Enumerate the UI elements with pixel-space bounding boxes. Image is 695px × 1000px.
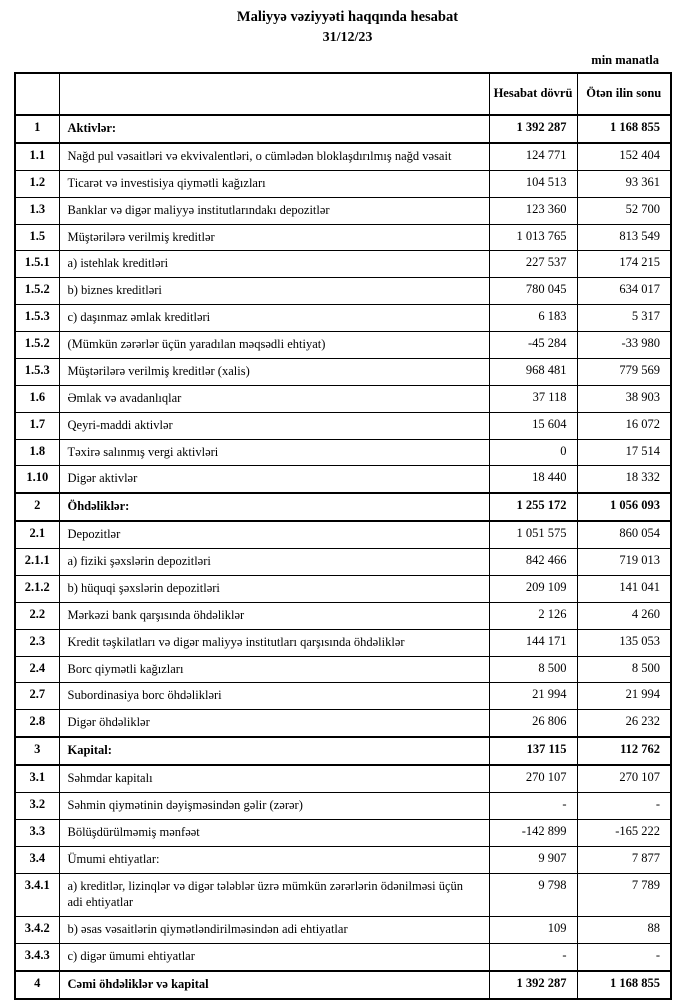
current-period-cell: 270 107: [489, 765, 577, 792]
row-label-cell: Mərkəzi bank qarşısında öhdəliklər: [59, 602, 489, 629]
row-label-cell: a) fiziki şəxslərin depozitləri: [59, 549, 489, 576]
prior-period-cell: -33 980: [577, 332, 671, 359]
prior-period-cell: 141 041: [577, 575, 671, 602]
current-period-cell: 124 771: [489, 143, 577, 170]
row-label-cell: Səhmin qiymətinin dəyişməsindən gəlir (zərər): [59, 792, 489, 819]
row-label-cell: Depozitlər: [59, 521, 489, 548]
prior-period-cell: 1 168 855: [577, 115, 671, 143]
table-row: [15, 765, 671, 792]
row-label-cell: Digər aktivlər: [59, 466, 489, 493]
row-number-cell: 2.1.2: [15, 575, 59, 602]
unit-note: min manatla: [591, 53, 659, 68]
table-row: [15, 629, 671, 656]
row-label-cell: Kredit təşkilatları və digər maliyyə institutları qarşısında öhdəliklər: [59, 629, 489, 656]
prior-period-cell: 152 404: [577, 143, 671, 170]
prior-period-cell: 8 500: [577, 656, 671, 683]
row-label-cell: Ticarət və investisiya qiymətli kağızları: [59, 170, 489, 197]
current-period-cell: 15 604: [489, 412, 577, 439]
current-period-cell: 1 255 172: [489, 493, 577, 521]
table-row: [15, 493, 671, 521]
header-label-cell: [59, 73, 489, 115]
row-number-cell: 2.8: [15, 710, 59, 737]
table-row: [15, 412, 671, 439]
prior-period-cell: -: [577, 792, 671, 819]
row-label-cell: Banklar və digər maliyyə institutlarındakı depozitlər: [59, 197, 489, 224]
current-period-cell: 18 440: [489, 466, 577, 493]
table-row: [15, 170, 671, 197]
prior-period-cell: 270 107: [577, 765, 671, 792]
current-period-cell: 21 994: [489, 683, 577, 710]
row-label-cell: c) digər ümumi ehtiyatlar: [59, 944, 489, 971]
current-period-cell: 209 109: [489, 575, 577, 602]
row-number-cell: 3.3: [15, 819, 59, 846]
current-period-cell: 109: [489, 917, 577, 944]
current-period-cell: 37 118: [489, 385, 577, 412]
table-row: [15, 251, 671, 278]
row-number-cell: 2.3: [15, 629, 59, 656]
current-period-cell: 9 907: [489, 846, 577, 873]
row-label-cell: Subordinasiya borc öhdəlikləri: [59, 683, 489, 710]
row-label-cell: a) istehlak kreditləri: [59, 251, 489, 278]
header-current-period: Hesabat dövrü: [489, 73, 577, 115]
current-period-cell: 123 360: [489, 197, 577, 224]
prior-period-cell: -165 222: [577, 819, 671, 846]
current-period-cell: 137 115: [489, 737, 577, 765]
prior-period-cell: 38 903: [577, 385, 671, 412]
prior-period-cell: 18 332: [577, 466, 671, 493]
prior-period-cell: -: [577, 944, 671, 971]
row-number-cell: 1.5.3: [15, 305, 59, 332]
table-row: [15, 819, 671, 846]
row-label-cell: Öhdəliklər:: [59, 493, 489, 521]
current-period-cell: 104 513: [489, 170, 577, 197]
row-number-cell: 3.2: [15, 792, 59, 819]
row-number-cell: 1.5.2: [15, 278, 59, 305]
table-row: [15, 224, 671, 251]
row-number-cell: 1.10: [15, 466, 59, 493]
table-row: [15, 521, 671, 548]
row-number-cell: 1.7: [15, 412, 59, 439]
row-label-cell: Səhmdar kapitalı: [59, 765, 489, 792]
row-number-cell: 1: [15, 115, 59, 143]
row-label-cell: Digər öhdəliklər: [59, 710, 489, 737]
row-label-cell: Əmlak və avadanlıqlar: [59, 385, 489, 412]
prior-period-cell: 5 317: [577, 305, 671, 332]
current-period-cell: -142 899: [489, 819, 577, 846]
row-number-cell: 4: [15, 971, 59, 999]
current-period-cell: 26 806: [489, 710, 577, 737]
row-label-cell: Müştərilərə verilmiş kreditlər (xalis): [59, 358, 489, 385]
table-row: [15, 917, 671, 944]
row-number-cell: 1.6: [15, 385, 59, 412]
prior-period-cell: 7 877: [577, 846, 671, 873]
prior-period-cell: 634 017: [577, 278, 671, 305]
row-label-cell: Borc qiymətli kağızları: [59, 656, 489, 683]
row-number-cell: 3.4.2: [15, 917, 59, 944]
prior-period-cell: 7 789: [577, 873, 671, 917]
current-period-cell: 1 392 287: [489, 971, 577, 999]
current-period-cell: 1 392 287: [489, 115, 577, 143]
header-prior-year-end: Ötən ilin sonu: [577, 73, 671, 115]
table-row: [15, 143, 671, 170]
row-number-cell: 2.4: [15, 656, 59, 683]
row-label-cell: Ümumi ehtiyatlar:: [59, 846, 489, 873]
prior-period-cell: 52 700: [577, 197, 671, 224]
report-date: 31/12/23: [322, 29, 373, 45]
current-period-cell: 968 481: [489, 358, 577, 385]
table-row: [15, 549, 671, 576]
current-period-cell: 2 126: [489, 602, 577, 629]
current-period-cell: 780 045: [489, 278, 577, 305]
row-number-cell: 1.3: [15, 197, 59, 224]
current-period-cell: 227 537: [489, 251, 577, 278]
prior-period-cell: 17 514: [577, 439, 671, 466]
table-row: [15, 971, 671, 999]
row-label-cell: a) kreditlər, lizinqlər və digər tələblər üzrə mümkün zərərlərin ödənilməsi üçün adi ehtiyatlar: [59, 873, 489, 917]
current-period-cell: 9 798: [489, 873, 577, 917]
row-number-cell: 2.7: [15, 683, 59, 710]
table-row: [15, 466, 671, 493]
row-number-cell: 3.4.3: [15, 944, 59, 971]
current-period-cell: -45 284: [489, 332, 577, 359]
table-row: [15, 792, 671, 819]
row-number-cell: 3.1: [15, 765, 59, 792]
prior-period-cell: 1 056 093: [577, 493, 671, 521]
table-row: [15, 197, 671, 224]
row-label-cell: b) hüquqi şəxslərin depozitləri: [59, 575, 489, 602]
table-row: [15, 278, 671, 305]
current-period-cell: 1 013 765: [489, 224, 577, 251]
prior-period-cell: 719 013: [577, 549, 671, 576]
row-number-cell: 1.5.2: [15, 332, 59, 359]
table-row: [15, 439, 671, 466]
table-row: [15, 305, 671, 332]
row-label-cell: b) biznes kreditləri: [59, 278, 489, 305]
table-row: [15, 873, 671, 917]
row-number-cell: 2.1: [15, 521, 59, 548]
financial-statement-table: [14, 72, 672, 1000]
prior-period-cell: 88: [577, 917, 671, 944]
row-label-cell: Aktivlər:: [59, 115, 489, 143]
title-block: [0, 0, 695, 47]
table-row: [15, 115, 671, 143]
prior-period-cell: 93 361: [577, 170, 671, 197]
prior-period-cell: 860 054: [577, 521, 671, 548]
row-label-cell: Cəmi öhdəliklər və kapital: [59, 971, 489, 999]
table-row: [15, 656, 671, 683]
row-number-cell: 1.1: [15, 143, 59, 170]
table-row: [15, 710, 671, 737]
row-label-cell: Qeyri-maddi aktivlər: [59, 412, 489, 439]
row-number-cell: 3.4.1: [15, 873, 59, 917]
row-label-cell: Bölüşdürülməmiş mənfəət: [59, 819, 489, 846]
row-label-cell: c) daşınmaz əmlak kreditləri: [59, 305, 489, 332]
prior-period-cell: 174 215: [577, 251, 671, 278]
table-row: [15, 683, 671, 710]
row-number-cell: 3: [15, 737, 59, 765]
row-label-cell: Kapital:: [59, 737, 489, 765]
table-row: [15, 575, 671, 602]
table-header-row: [15, 73, 671, 115]
prior-period-cell: 135 053: [577, 629, 671, 656]
current-period-cell: -: [489, 944, 577, 971]
row-label-cell: Müştərilərə verilmiş kreditlər: [59, 224, 489, 251]
prior-period-cell: 21 994: [577, 683, 671, 710]
row-label-cell: b) əsas vəsaitlərin qiymətləndirilməsindən adi ehtiyatlar: [59, 917, 489, 944]
prior-period-cell: 26 232: [577, 710, 671, 737]
table-row: [15, 358, 671, 385]
row-number-cell: 1.5.1: [15, 251, 59, 278]
prior-period-cell: 4 260: [577, 602, 671, 629]
table-row: [15, 737, 671, 765]
row-label-cell: Nağd pul vəsaitləri və ekvivalentləri, o cümlədən bloklaşdırılmış nağd vəsait: [59, 143, 489, 170]
row-label-cell: (Mümkün zərərlər üçün yaradılan məqsədli ehtiyat): [59, 332, 489, 359]
prior-period-cell: 16 072: [577, 412, 671, 439]
table-row: [15, 332, 671, 359]
report-title: Maliyyə vəziyyəti haqqında hesabat: [236, 9, 459, 25]
row-number-cell: 2: [15, 493, 59, 521]
table-row: [15, 602, 671, 629]
prior-period-cell: 779 569: [577, 358, 671, 385]
prior-period-cell: 112 762: [577, 737, 671, 765]
table-row: [15, 385, 671, 412]
row-number-cell: 2.1.1: [15, 549, 59, 576]
row-number-cell: 3.4: [15, 846, 59, 873]
header-number-cell: [15, 73, 59, 115]
row-number-cell: 2.2: [15, 602, 59, 629]
prior-period-cell: 1 168 855: [577, 971, 671, 999]
row-number-cell: 1.5.3: [15, 358, 59, 385]
row-label-cell: Təxirə salınmış vergi aktivləri: [59, 439, 489, 466]
row-number-cell: 1.5: [15, 224, 59, 251]
table-row: [15, 846, 671, 873]
current-period-cell: 0: [489, 439, 577, 466]
prior-period-cell: 813 549: [577, 224, 671, 251]
current-period-cell: -: [489, 792, 577, 819]
row-number-cell: 1.8: [15, 439, 59, 466]
current-period-cell: 6 183: [489, 305, 577, 332]
row-number-cell: 1.2: [15, 170, 59, 197]
current-period-cell: 144 171: [489, 629, 577, 656]
current-period-cell: 8 500: [489, 656, 577, 683]
current-period-cell: 1 051 575: [489, 521, 577, 548]
table-row: [15, 944, 671, 971]
current-period-cell: 842 466: [489, 549, 577, 576]
